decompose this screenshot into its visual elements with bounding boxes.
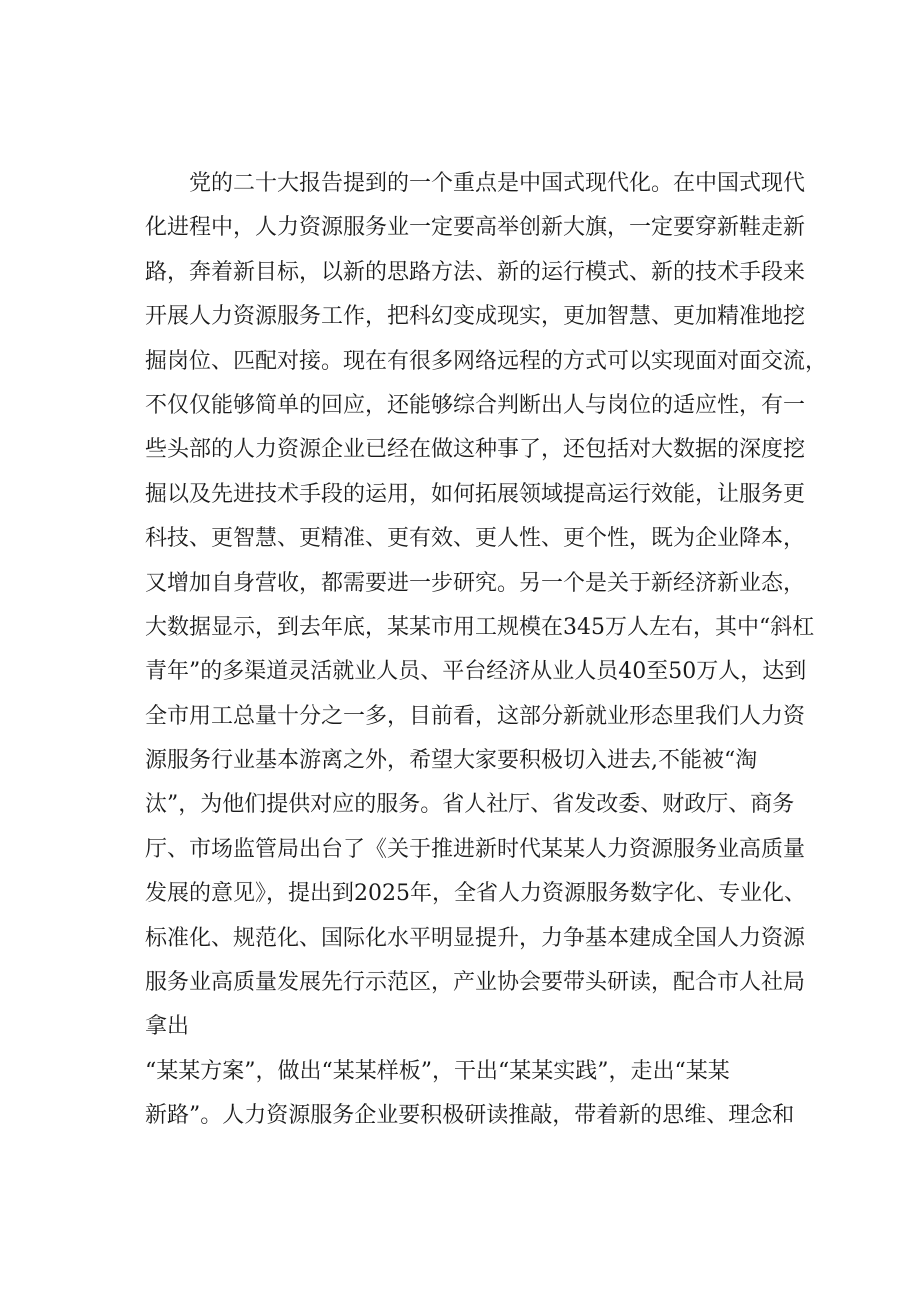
text-line-8: 掘以及先进技术手段的运用，如何拓展领域提高运行效能，让服务更	[145, 481, 806, 507]
text-line-1: 党的二十大报告提到的一个重点是中国式现代化。在中国式现代	[189, 171, 806, 196]
text-line-21: “某某方案”，做出“某某样板”，干出“某某实践”，走出“某某	[145, 1058, 730, 1084]
body-paragraph	[145, 162, 828, 1139]
text-line-2: 化进程中，人力资源服务业一定要高举创新大旗，一定要穿新鞋走新	[145, 215, 806, 241]
text-line-12: 青年”的多渠道灵活就业人员、平台经济从业人员40至50万人，达到	[145, 659, 807, 685]
text-line-11: 大数据显示，到去年底，某某市用工规模在345万人左右，其中“斜杠	[145, 614, 815, 640]
text-line-10: 又增加自身营收，都需要进一步研究。另一个是关于新经济新业态，	[145, 570, 806, 596]
text-line-4: 开展人力资源服务工作，把科幻变成现实，更加智慧、更加精准地挖	[145, 304, 806, 330]
text-line-16: 厅、市场监管局出台了《关于推进新时代某某人力资源服务业高质量	[145, 836, 806, 862]
text-line-14: 源服务行业基本游离之外，希望大家要积极切入进去,不能被“淘	[145, 748, 758, 774]
text-line-20: 拿出	[145, 1014, 190, 1040]
text-line-5: 掘岗位、匹配对接。现在有很多网络远程的方式可以实现面对面交流，	[145, 348, 828, 374]
text-line-3: 路，奔着新目标，以新的思路方法、新的运行模式、新的技术手段来	[145, 259, 806, 285]
text-line-9: 科技、更智慧、更精准、更有效、更人性、更个性，既为企业降本，	[145, 526, 806, 552]
text-line-19: 服务业高质量发展先行示范区，产业协会要带头研读，配合市人社局	[145, 970, 806, 996]
text-line-15: 汰”，为他们提供对应的服务。省人社厅、省发改委、财政厅、商务	[145, 792, 795, 818]
text-line-7: 些头部的人力资源企业已经在做这种事了，还包括对大数据的深度挖	[145, 437, 806, 463]
text-line-17: 发展的意见》，提出到2025年，全省人力资源服务数字化、专业化、	[145, 881, 806, 907]
text-line-22: 新路”。人力资源服务企业要积极研读推敲，带着新的思维、理念和	[145, 1103, 795, 1129]
text-line-6: 不仅仅能够简单的回应，还能够综合判断出人与岗位的适应性，有一	[145, 392, 806, 418]
text-line-18: 标准化、规范化、国际化水平明显提升，力争基本建成全国人力资源	[145, 925, 806, 951]
text-line-13: 全市用工总量十分之一多，目前看，这部分新就业形态里我们人力资	[145, 703, 806, 729]
